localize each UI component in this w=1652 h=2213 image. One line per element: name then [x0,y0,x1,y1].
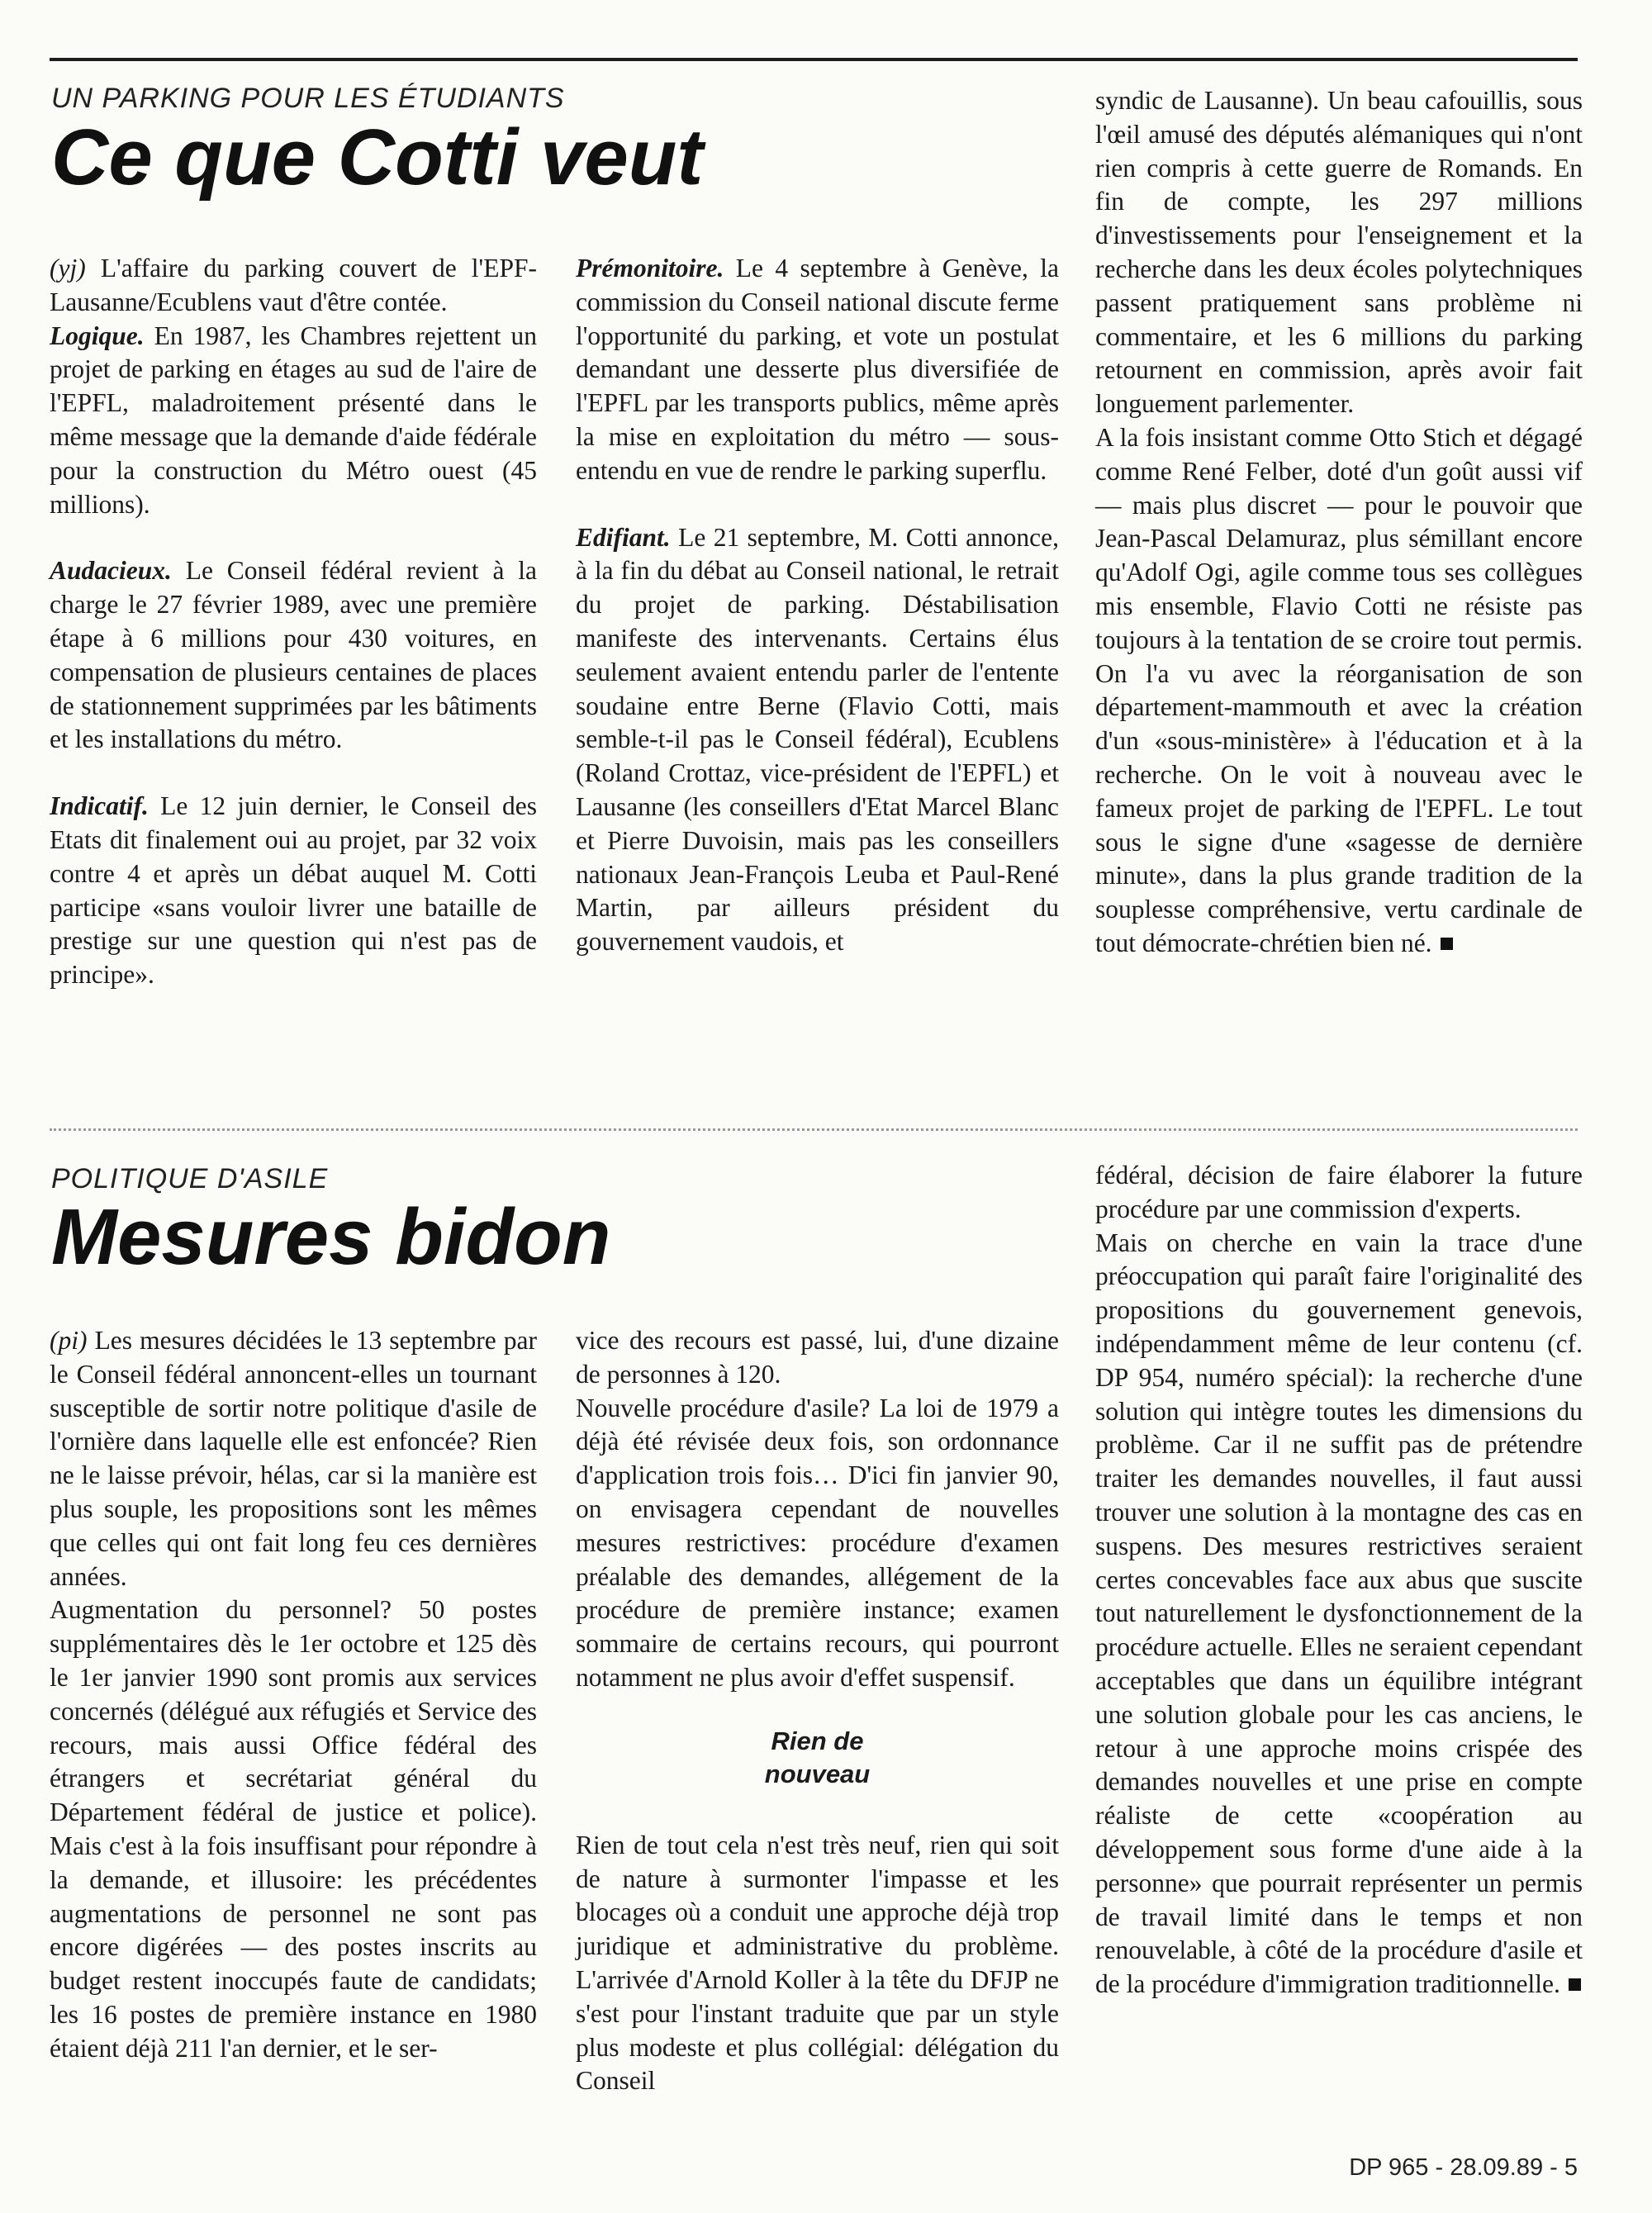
author-initials: (yj) [50,254,86,283]
end-of-article-mark [1441,938,1453,950]
paragraph-rien-neuf: Rien de tout cela n'est très neuf, rien qui soit de nature à surmonter l'impasse et les blocages où a conduit une approche déjà trop juridique et administrative du problème. L'arrivée d'Arnold Koller à la tête du DFJP ne s'est pour l'instant traduite que par un style plus modeste et plus collégial: délégation du Conseil [576,1830,1059,2096]
article1-column-2 [576,252,1059,959]
article1-kicker: UN PARKING POUR LES ÉTUDIANTS [51,83,565,114]
paragraph-personnel: Augmentation du personnel? 50 postes supplémentaires dès le 1er octobre et 125 dès le 1er janvier 1990 sont promis aux services concernés (délégué aux réfugiés et Service des recours, mais aussi Office fédéral des étrangers et secrétariat général du Département fédéral de justice et police). Mais c'est à la fois insuffisant pour répondre à la demande, et illusoire: les précédentes augmentations de personnel ne sont pas encore digérées — des postes inscrits au budget restent inoccupés faute de candidats; les 16 postes de première instance en 1980 étaient déjà 211 l'an dernier, et le ser- [50,1595,537,2063]
run-in-head-audacieux: Audacieux. [50,556,172,586]
author-initials: (pi) [50,1326,88,1355]
article2-column-1 [50,1324,537,2066]
paragraph-edifiant: Edifiant. Le 21 septembre, M. Cotti annonce, à la fin du débat au Conseil national, le retrait du projet de parking. Déstabilisation manifeste des intervenants. Certains élus seulement avaient entendu parler de l'entente soudaine entre Berne (Flavio Cotti, mais semble-t-il pas le Conseil fédéral), Ecublens (Roland Crottaz, vice-président de l'EPFL) et Lausanne (les conseillers d'Etat Marcel Blanc et Pierre Duvoisin, mais pas les conseillers nationaux Jean-François Leuba et Paul-René Martin, par ailleurs président du gouvernement vaudois, et [576,522,1060,957]
article2-kicker: POLITIQUE D'ASILE [51,1163,329,1194]
paragraph-conclusion: A la fois insistant comme Otto Stich et dégagé comme René Felber, doté d'un goût aussi vif — mais plus discret — pour le pouvoir que Jean-Pascal Delamuraz, plus sémillant encore qu'Adolf Ogi, agile comme tous ses collègues mis ensemble, Flavio Cotti ne résiste pas toujours à la tentation de se croire tout permis. On l'a vu avec la réorganisation de son département-mammouth et avec la création d'un «sous-ministère» à l'éducation et à la recherche. On le voit à nouveau avec le fameux projet de parking de l'EPFL. Le tout sous le signe d'une «sagesse de dernière minute», dans la plus grande tradition de la souplesse compréhensive, vertu cardinale de tout démocrate-chrétien bien né. [1095,422,1583,957]
article1-column-1 [50,252,537,992]
subheading: Rien de nouveau [764,1726,871,1788]
page-folio: DP 965 - 28.09.89 - 5 [1349,2154,1578,2181]
run-in-head-premonitoire: Prémonitoire. [576,254,724,283]
run-in-head-indicatif: Indicatif. [50,791,149,821]
paragraph-audacieux: Audacieux. Le Conseil fédéral revient à la charge le 27 février 1989, avec une première étape à 6 millions pour 430 voitures, en compensation de plusieurs centaines de places de stationnement supprimées par les bâtiments et les installations du métro. [50,556,537,754]
paragraph-recours: vice des recours est passé, lui, d'une dizaine de personnes à 120. [576,1326,1059,1389]
paragraph-premonitoire: Prémonitoire. Le 4 septembre à Genève, la commission du Conseil national discute ferme l'opportunité du parking, et vote un postulat demandant une desserte plus diversifiée de l'EPFL par les transports publics, même après la mise en exploitation du métro — sous-entendu en vue de rendre le parking superflu. [576,254,1059,485]
paragraph-logique: Logique. En 1987, les Chambres rejettent un projet de parking en étages au sud de l'aire de l'EPFL, maladroitement présenté dans le même message que la demande d'aide fédérale pour la construction du Métro ouest (45 millions). [50,321,537,519]
article1-column-3 [1095,84,1583,961]
end-of-article-mark [1569,1978,1581,1991]
paragraph-intro: (yj) L'affaire du parking couvert de l'EPF-Lausanne/Ecublens vaut d'être contée. [50,254,537,316]
section-divider [50,1128,1578,1131]
paragraph-indicatif: Indicatif. Le 12 juin dernier, le Conseil des Etats dit finalement oui au projet, par 32 voix contre 4 et après un débat auquel M. Cotti participe «sans vouloir livrer une bataille de prestige sur une question qui n'est pas de principe». [50,791,538,990]
paragraph-asile-intro: (pi) Les mesures décidées le 13 septembre par le Conseil fédéral annoncent-elles un tournant susceptible de sortir notre politique d'asile de l'ornière dans laquelle elle est enfoncée? Rien ne le laisse prévoir, hélas, car si la manière est plus souple, les propositions sont les mêmes que celles qui ont fait long feu ces dernières années. [50,1326,538,1591]
paragraph-procedure: Nouvelle procédure d'asile? La loi de 1979 a déjà été révisée deux fois, son ordonnance d'application trois fois… D'ici fin janvier 90, on envisagera cependant de nouvelles mesures restrictives: procédure d'examen préalable des demandes, allégement de la procédure de première instance; examen sommaire de certains recours, qui pourront notamment ne plus avoir d'effet suspensif. [576,1393,1059,1692]
paragraph-conclusion-asile: Mais on cherche en vain la trace d'une préoccupation qui paraît faire l'originalité des propositions du gouvernement genevois, indépendamment même de leur contenu (cf. DP 954, numéro spécial): la recherche d'une solution qui intègre toutes les dimensions du problème. Car il ne suffit pas de prétendre traiter les demandes nouvelles, il faut aussi trouver une solution à la montagne des cas en suspens. Des mesures restrictives seraient certes concevables face aux abus que suscite tout naturellement le dysfonctionnement de la procédure actuelle. Elles ne seraient cependant acceptables que dans un équilibre intégrant une solution globale pour les cas anciens, le retour à une approche moins crispée des demandes nouvelles et une prise en compte réaliste de cette «coopération au développement sous forme d'une aide à la personne» que pourrait représenter un permis de travail limité dans le temps et non renouvelable, à côté de la procédure d'asile et de la procédure d'immigration traditionnelle. [1095,1228,1583,1999]
top-rule [50,58,1578,61]
article2-column-2 [576,1324,1059,2098]
article2-column-3 [1095,1159,1583,2002]
article2-headline: Mesures bidon [51,1193,611,1281]
article1-headline: Ce que Cotti veut [51,113,704,202]
paragraph-syndic: syndic de Lausanne). Un beau cafouillis, sous l'œil amusé des députés alémaniques qui n'ont rien compris à cette guerre de Romands. En fin de compte, les 297 millions d'investissements pour l'enseignement et la recherche dans les deux écoles polytechniques passent pratiquement sans problème ni commentaire, et les 6 millions du parking retournent en commission, après avoir fait longuement parlementer. [1095,86,1583,419]
run-in-head-logique: Logique. [50,321,145,350]
run-in-head-edifiant: Edifiant. [576,522,671,552]
paragraph-experts: fédéral, décision de faire élaborer la future procédure par une commission d'experts. [1095,1161,1583,1223]
